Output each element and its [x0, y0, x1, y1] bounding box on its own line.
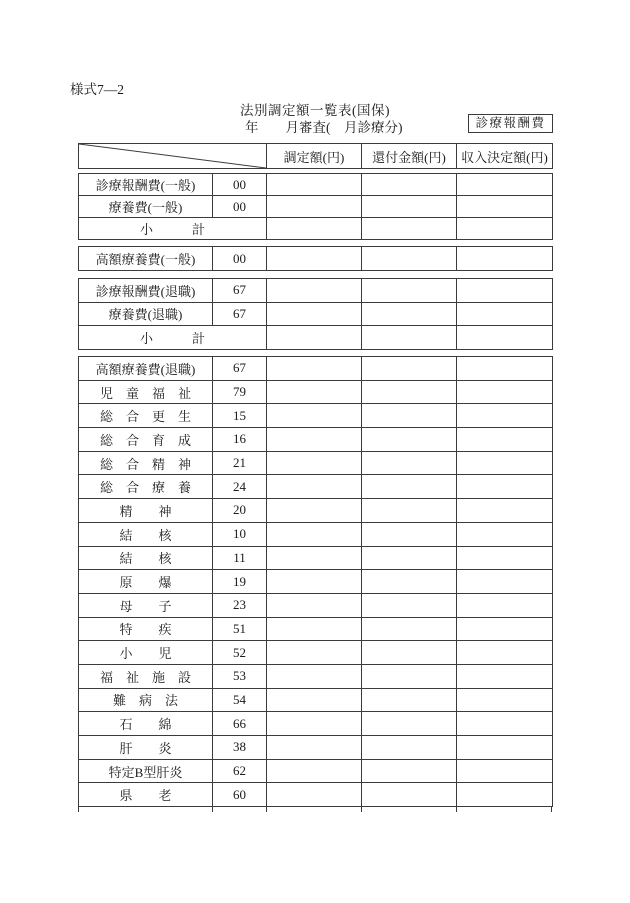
table-law-categories — [78, 356, 553, 807]
refund-cell — [362, 174, 457, 196]
row-label: 高額療養費(一般) — [79, 247, 213, 271]
table-row — [79, 759, 553, 783]
assessment-cell — [267, 664, 362, 688]
table-row — [79, 593, 553, 617]
col-header-refund: 還付金額(円) — [362, 144, 457, 169]
row-label: 福 祉 施 設 — [79, 664, 213, 688]
header-row — [79, 144, 553, 169]
assessment-cell — [267, 428, 362, 452]
table-continuation-rule — [361, 806, 362, 812]
row-code: 67 — [213, 279, 267, 303]
assessment-cell — [267, 712, 362, 736]
refund-cell — [362, 617, 457, 641]
row-code: 52 — [213, 641, 267, 665]
table-row — [79, 499, 553, 523]
table-row — [79, 196, 553, 218]
row-code: 24 — [213, 475, 267, 499]
assessment-cell — [267, 247, 362, 271]
row-label: 高額療養費(退職) — [79, 357, 213, 381]
row-code: 66 — [213, 712, 267, 736]
table-continuation-rule — [551, 806, 552, 812]
income-cell — [457, 218, 553, 240]
row-label: 母 子 — [79, 593, 213, 617]
refund-cell — [362, 712, 457, 736]
row-label: 児 童 福 祉 — [79, 380, 213, 404]
row-label: 療養費(一般) — [79, 196, 213, 218]
row-code: 20 — [213, 499, 267, 523]
row-code: 54 — [213, 688, 267, 712]
table-row — [79, 617, 553, 641]
assessment-cell — [267, 570, 362, 594]
income-cell — [457, 617, 553, 641]
table-continuation-rule — [78, 806, 79, 812]
income-cell — [457, 593, 553, 617]
table-row — [79, 357, 553, 381]
assessment-cell — [267, 451, 362, 475]
row-label: 結 核 — [79, 546, 213, 570]
row-code: 00 — [213, 174, 267, 196]
assessment-cell — [267, 380, 362, 404]
refund-cell — [362, 759, 457, 783]
income-cell — [457, 302, 553, 326]
table-row — [79, 546, 553, 570]
table-continuation-rule — [212, 806, 213, 812]
assessment-cell — [267, 174, 362, 196]
row-code: 21 — [213, 451, 267, 475]
table-row — [79, 247, 553, 271]
table-high-cost-general — [78, 246, 553, 271]
table-row — [79, 712, 553, 736]
income-cell — [457, 196, 553, 218]
assessment-cell — [267, 641, 362, 665]
row-label: 特 疾 — [79, 617, 213, 641]
row-code: 38 — [213, 736, 267, 760]
table-row — [79, 570, 553, 594]
row-label: 精 神 — [79, 499, 213, 523]
assessment-cell — [267, 736, 362, 760]
diagonal-line — [79, 144, 266, 168]
row-label: 療養費(退職) — [79, 302, 213, 326]
row-label: 肝 炎 — [79, 736, 213, 760]
row-code: 51 — [213, 617, 267, 641]
row-label: 総 合 更 生 — [79, 404, 213, 428]
assessment-cell — [267, 326, 362, 350]
income-cell — [457, 736, 553, 760]
row-label: 小 児 — [79, 641, 213, 665]
assessment-cell — [267, 593, 362, 617]
subtotal-row — [79, 218, 553, 240]
refund-cell — [362, 380, 457, 404]
header-table — [78, 143, 553, 169]
refund-cell — [362, 326, 457, 350]
audit-period-line: 年 月審査( 月診療分) — [245, 120, 403, 135]
income-cell — [457, 783, 553, 807]
row-label: 石 綿 — [79, 712, 213, 736]
refund-cell — [362, 302, 457, 326]
row-label: 結 核 — [79, 522, 213, 546]
refund-cell — [362, 404, 457, 428]
assessment-cell — [267, 475, 362, 499]
table-row — [79, 174, 553, 196]
subtotal-label: 小 計 — [79, 326, 267, 350]
row-label: 総 合 療 養 — [79, 475, 213, 499]
refund-cell — [362, 196, 457, 218]
fee-type-badge: 診療報酬費 — [468, 114, 553, 133]
income-cell — [457, 499, 553, 523]
assessment-cell — [267, 218, 362, 240]
income-cell — [457, 247, 553, 271]
refund-cell — [362, 641, 457, 665]
table-row — [79, 783, 553, 807]
income-cell — [457, 174, 553, 196]
refund-cell — [362, 279, 457, 303]
refund-cell — [362, 688, 457, 712]
income-cell — [457, 279, 553, 303]
income-cell — [457, 475, 553, 499]
table-continuation-rule — [456, 806, 457, 812]
refund-cell — [362, 593, 457, 617]
income-cell — [457, 522, 553, 546]
subtotal-label: 小 計 — [79, 218, 267, 240]
assessment-cell — [267, 783, 362, 807]
assessment-cell — [267, 404, 362, 428]
diagonal-corner-cell — [79, 144, 267, 169]
income-cell — [457, 759, 553, 783]
table-general — [78, 173, 553, 240]
table-row — [79, 451, 553, 475]
assessment-cell — [267, 546, 362, 570]
row-label: 総 合 精 神 — [79, 451, 213, 475]
table-row — [79, 688, 553, 712]
row-label: 特定B型肝炎 — [79, 759, 213, 783]
income-cell — [457, 428, 553, 452]
income-cell — [457, 712, 553, 736]
row-label: 診療報酬費(一般) — [79, 174, 213, 196]
form-number: 様式7―2 — [70, 82, 124, 97]
refund-cell — [362, 783, 457, 807]
row-label: 総 合 育 成 — [79, 428, 213, 452]
table-row — [79, 302, 553, 326]
assessment-cell — [267, 279, 362, 303]
row-code: 15 — [213, 404, 267, 428]
row-code: 67 — [213, 302, 267, 326]
refund-cell — [362, 499, 457, 523]
row-code: 10 — [213, 522, 267, 546]
refund-cell — [362, 357, 457, 381]
table-row — [79, 522, 553, 546]
income-cell — [457, 404, 553, 428]
table-retired — [78, 278, 553, 350]
table-row — [79, 380, 553, 404]
row-code: 62 — [213, 759, 267, 783]
table-continuation-rule — [266, 806, 267, 812]
subtotal-row — [79, 326, 553, 350]
row-code: 23 — [213, 593, 267, 617]
row-label: 県 老 — [79, 783, 213, 807]
assessment-cell — [267, 357, 362, 381]
row-code: 11 — [213, 546, 267, 570]
refund-cell — [362, 522, 457, 546]
row-label: 診療報酬費(退職) — [79, 279, 213, 303]
refund-cell — [362, 570, 457, 594]
assessment-cell — [267, 688, 362, 712]
assessment-cell — [267, 522, 362, 546]
row-code: 67 — [213, 357, 267, 381]
income-cell — [457, 688, 553, 712]
row-code: 00 — [213, 247, 267, 271]
col-header-assessment: 調定額(円) — [267, 144, 362, 169]
assessment-cell — [267, 499, 362, 523]
page-title: 法別調定額一覧表(国保) — [240, 103, 390, 118]
refund-cell — [362, 475, 457, 499]
row-label: 原 爆 — [79, 570, 213, 594]
assessment-cell — [267, 759, 362, 783]
income-cell — [457, 380, 553, 404]
table-row — [79, 664, 553, 688]
refund-cell — [362, 736, 457, 760]
row-label: 難 病 法 — [79, 688, 213, 712]
row-code: 16 — [213, 428, 267, 452]
assessment-cell — [267, 617, 362, 641]
refund-cell — [362, 451, 457, 475]
table-row — [79, 428, 553, 452]
assessment-cell — [267, 196, 362, 218]
income-cell — [457, 641, 553, 665]
row-code: 19 — [213, 570, 267, 594]
col-header-income: 収入決定額(円) — [457, 144, 553, 169]
table-row — [79, 475, 553, 499]
refund-cell — [362, 546, 457, 570]
refund-cell — [362, 218, 457, 240]
refund-cell — [362, 247, 457, 271]
table-row — [79, 736, 553, 760]
income-cell — [457, 357, 553, 381]
income-cell — [457, 326, 553, 350]
row-code: 79 — [213, 380, 267, 404]
assessment-cell — [267, 302, 362, 326]
row-code: 53 — [213, 664, 267, 688]
income-cell — [457, 570, 553, 594]
table-row — [79, 279, 553, 303]
income-cell — [457, 451, 553, 475]
row-code: 00 — [213, 196, 267, 218]
income-cell — [457, 546, 553, 570]
row-code: 60 — [213, 783, 267, 807]
table-row — [79, 404, 553, 428]
refund-cell — [362, 664, 457, 688]
table-row — [79, 641, 553, 665]
refund-cell — [362, 428, 457, 452]
income-cell — [457, 664, 553, 688]
